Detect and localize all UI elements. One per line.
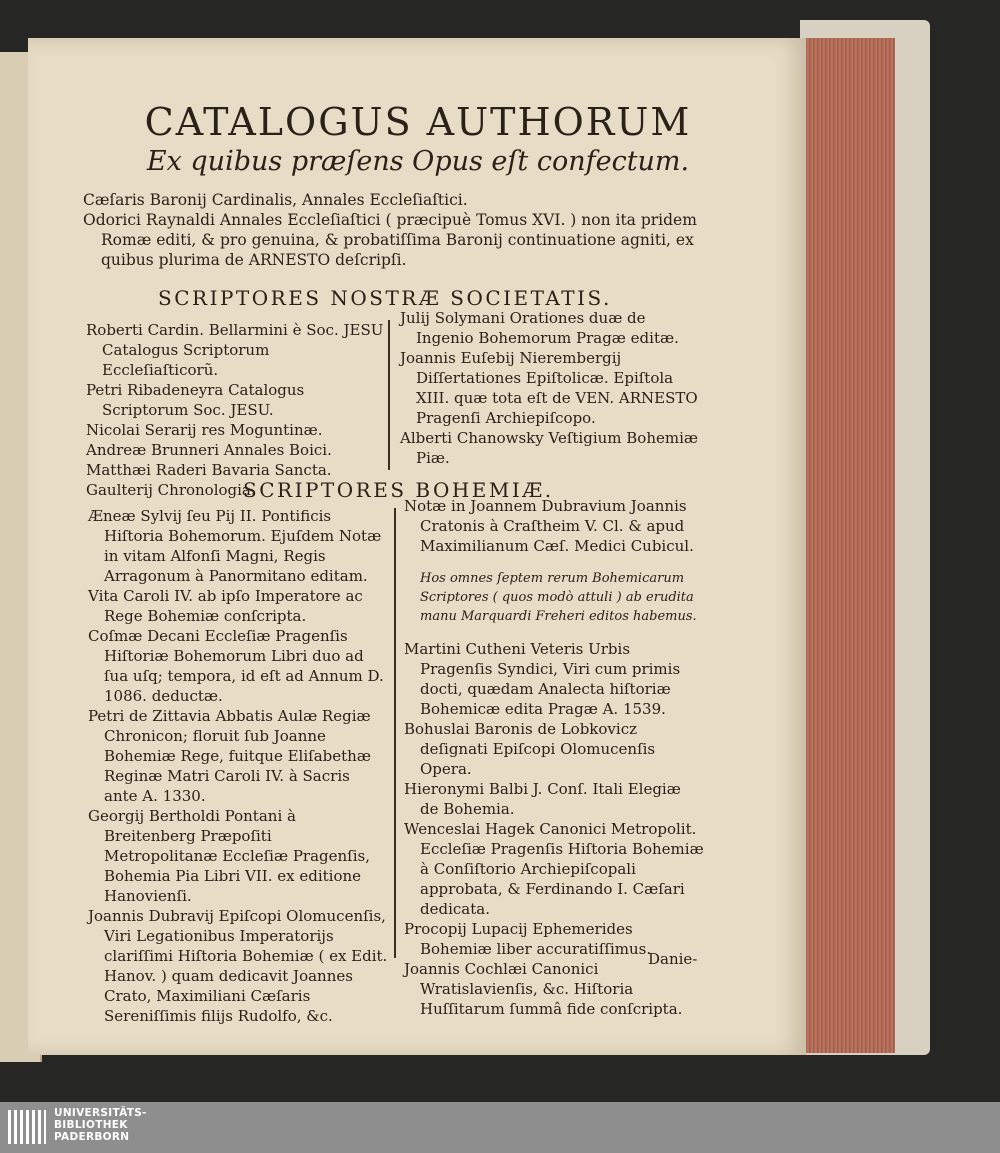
list-item: Wenceslai Hagek Canonici Metropolit. Eccleſiæ Pragenſis Hiſtoria Bohemiæ à Conſiſtorio Archiepiſcopali approbata, & Ferdinando I. Cæſari dedicata.	[404, 820, 704, 918]
library-name	[54, 1107, 147, 1143]
list-item: Petri Ribadeneyra Catalogus Scriptorum Soc. JESU.	[86, 381, 305, 419]
list-item: Joannis Cochlæi Canonici Wratislavienſis, &c. Hiſtoria Huſſitarum ſummâ fide conſcripta.	[404, 960, 683, 1018]
list-item: Matthæi Raderi Bavaria Sancta.	[86, 461, 332, 479]
list-item: Bohuslai Baronis de Lobkovicz deſignati Epiſcopi Olomucenſis Opera.	[404, 720, 656, 778]
section-heading-societatis: SCRIPTORES NOSTRÆ SOCIETATIS.	[158, 286, 612, 310]
book-page	[28, 38, 806, 1055]
intro-entry: Odorici Raynaldi Annales Eccleſiaſtici ( præcipuè Tomus XVI. ) non ita pridem Romæ editi, & pro genuina, & probatiſſima Baronij continuatione agniti, ex quibus plurima de ARNESTO deſcripſi.	[83, 211, 697, 269]
list-item: Vita Caroli IV. ab ipſo Imperatore ac Rege Bohemiæ conſcripta.	[88, 587, 363, 625]
list-item: Roberti Cardin. Bellarmini è Soc. JESU Catalogus Scriptorum Eccleſiaſticorũ.	[86, 321, 384, 379]
list-item: Coſmæ Decani Eccleſiæ Pragenſis Hiſtoriæ Bohemorum Libri duo ad ſua uſq; tempora, id eſt ad Annum D. 1086. deductæ.	[88, 627, 384, 705]
intro-block	[83, 190, 723, 270]
library-name-line: BIBLIOTHEK	[54, 1119, 128, 1131]
intro-entry: Cæſaris Baronij Cardinalis, Annales Eccleſiaſtici.	[83, 191, 468, 209]
page-title: CATALOGUS AUTHORUM	[144, 100, 692, 144]
library-logo-icon	[8, 1110, 46, 1144]
list-item: Petri de Zittavia Abbatis Aulæ Regiæ Chronicon; floruit ſub Joanne Bohemiæ Rege, fuitque Eliſabethæ Reginæ Matri Caroli IV. à Sacris ante A. 1330.	[88, 707, 371, 805]
list-item: Gaulterij Chronologia.	[86, 481, 256, 499]
list-item: Nicolai Serarij res Moguntinæ.	[86, 421, 323, 439]
list-item: Hieronymi Balbi J. Conſ. Itali Elegiæ de Bohemia.	[404, 780, 681, 818]
societatis-left-column	[86, 320, 384, 500]
societatis-right-column	[400, 308, 700, 468]
list-item: Martini Cutheni Veteris Urbis Pragenſis Syndici, Viri cum primis docti, quædam Analecta hiſtoriæ Bohemicæ edita Pragæ A. 1539.	[404, 640, 681, 718]
list-item: Georgij Bertholdi Pontani à Breitenberg Præpoſiti Metropolitanæ Eccleſiæ Pragenſis, Bohemia Pia Libri VII. ex editione Hanovienſi.	[88, 807, 370, 905]
list-item: Alberti Chanowsky Veſtigium Bohemiæ Piæ.	[400, 429, 698, 467]
section-heading-bohemiae: SCRIPTORES BOHEMIÆ.	[243, 478, 554, 502]
catchword: Danie-	[648, 950, 698, 968]
column-divider	[394, 508, 396, 958]
editor-note: Hos omnes ſeptem rerum Bohemicarum Scriptores ( quos modò attuli ) ab erudita manu Marquardi Freheri editos habemus.	[420, 571, 697, 624]
page-subtitle: Ex quibus præſens Opus eſt confectum.	[146, 146, 690, 177]
library-name-line: PADERBORN	[54, 1131, 130, 1143]
list-item: Æneæ Sylvij ſeu Pij II. Pontificis Hiſtoria Bohemorum. Ejuſdem Notæ in vitam Alfonſi Magni, Regis Arragonum à Panormitano editam.	[88, 507, 382, 585]
library-name-line: UNIVERSITÄTS-	[54, 1107, 147, 1119]
list-item: Joannis Dubravij Epiſcopi Olomucenſis, Viri Legationibus Imperatorijs clariſſimi Hiſtoria Bohemiæ ( ex Edit. Hanov. ) quam dedicavit Joannes Crato, Maximiliani Cæſaris Sereniſſimis filijs Rudolfo, &c.	[88, 907, 388, 1025]
list-item: Joannis Euſebij Nierembergij Diſſertationes Epiſtolicæ. Epiſtola XIII. quæ tota eſt de VEN. ARNESTO Pragenſi Archiepiſcopo.	[400, 349, 698, 427]
bohemiae-right-column	[404, 496, 704, 1019]
bohemiae-left-column	[88, 506, 388, 1026]
list-item: Procopij Lupacij Ephemerides Bohemiæ liber accuratiſſimus.	[404, 920, 652, 958]
library-footer	[0, 1102, 1000, 1153]
column-divider	[388, 320, 390, 470]
list-item: Julij Solymani Orationes duæ de Ingenio Bohemorum Pragæ editæ.	[400, 309, 679, 347]
list-item: Andreæ Brunneri Annales Boici.	[86, 441, 332, 459]
list-item: Notæ in Joannem Dubravium Joannis Cratonis à Craſtheim V. Cl. & apud Maximilianum Cæſ. Medici Cubicul.	[404, 497, 694, 555]
